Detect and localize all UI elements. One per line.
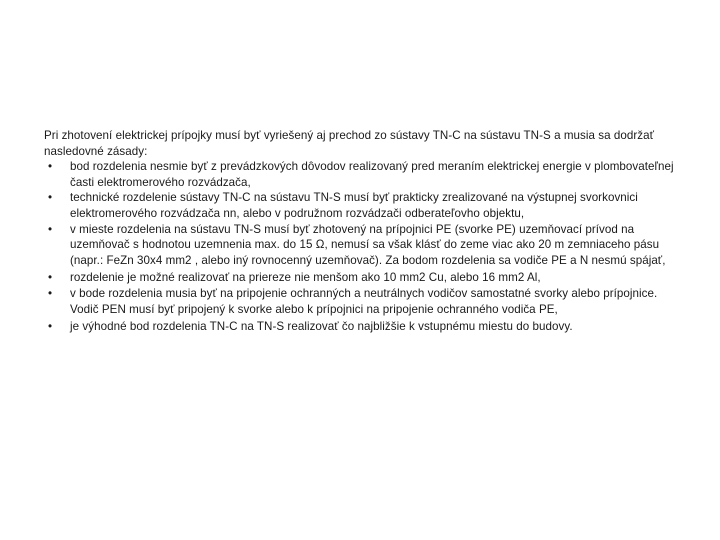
list-item-text: rozdelenie je možné realizovať na priereze nie menšom ako 10 mm2 Cu, alebo 16 mm2 Al, [70, 271, 541, 285]
bullet-icon: • [47, 320, 53, 334]
bullet-icon: • [47, 222, 53, 236]
list-item-text: technické rozdelenie sústavy TN-C na sústavu TN-S musí byť prakticky zrealizované na výstupnej svorkovnici elektromerového rozvádzača nn, alebo v podružnom rozvádzači odberateľovho objektu, [70, 191, 638, 220]
list-item [44, 190, 684, 221]
bullet-icon: • [47, 191, 53, 205]
bullet-icon: • [47, 271, 53, 285]
list-item-text: bod rozdelenia nesmie byť z prevádzkových dôvodov realizovaný pred meraním elektrickej energie v plombovateľnej časti elektromerového rozvádzača, [70, 160, 674, 189]
list-item-text: je výhodné bod rozdelenia TN-C na TN-S realizovať čo najbližšie k vstupnému miestu do budovy. [70, 320, 573, 334]
list-item [44, 270, 684, 286]
bullet-icon: • [47, 160, 53, 174]
list-item [44, 286, 684, 317]
list-item [44, 319, 684, 335]
document-body [44, 128, 684, 335]
list-item-text: v bode rozdelenia musia byť na pripojenie ochranných a neutrálnych vodičov samostatné svorky alebo prípojnice. Vodič PEN musí byť pripojený k svorke alebo k prípojnici na pripojenie ochranného vodiča PE, [70, 286, 658, 316]
list-item [44, 222, 684, 269]
list-item-text: v mieste rozdelenia na sústavu TN-S musí byť zhotovený na prípojnici PE (svorke PE) uzemňovací prívod na uzemňovač s hodnotou uzemnenia max. do 15 Ω, nemusí sa však klásť do zeme viac ako 20 m zemniaceho pásu (napr.: FeZn 30x4 mm2 , alebo iný rovnocenný uzemňovač). Za bodom rozdelenia sa vodiče PE a N nesmú spájať, [70, 222, 666, 267]
rules-list [44, 159, 684, 335]
bullet-icon: • [47, 286, 53, 300]
list-item [44, 159, 684, 190]
intro-paragraph: Pri zhotovení elektrickej prípojky musí byť vyriešený aj prechod zo sústavy TN-C na sústavu TN-S a musia sa dodržať nasledovné zásady: [44, 129, 655, 158]
